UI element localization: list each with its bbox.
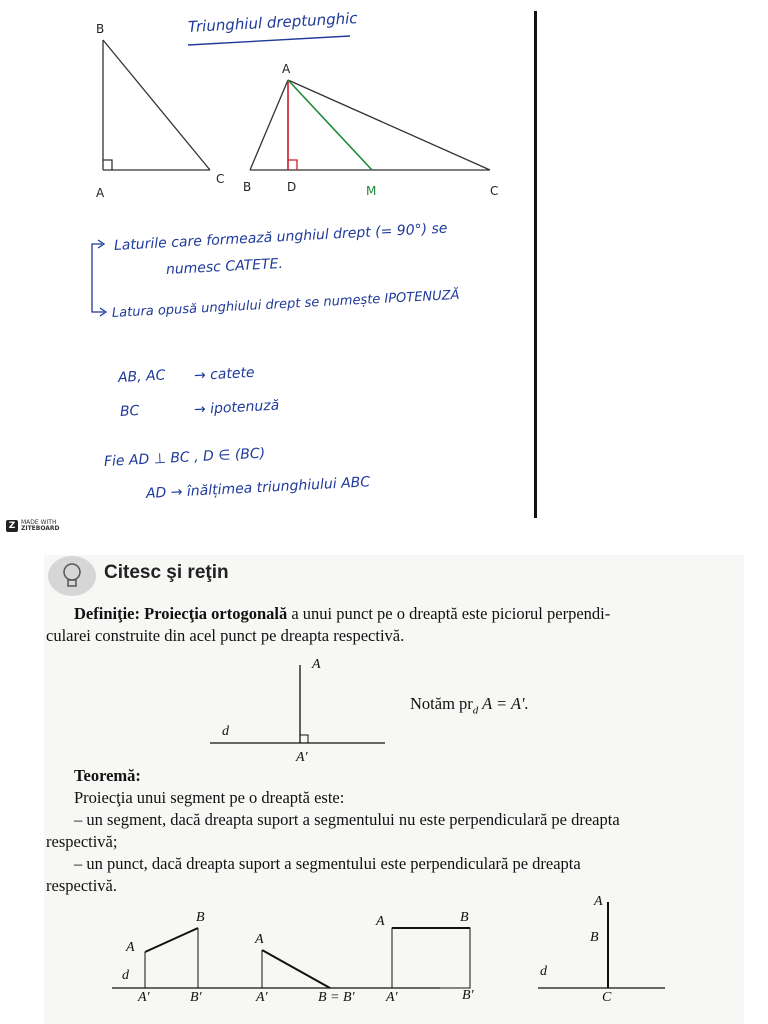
tri2-label-c: C bbox=[490, 184, 499, 198]
note-ipotenuza: Latura opusă unghiului drept se numește IPOTENUZĂ bbox=[111, 287, 460, 321]
f3-label-b: B bbox=[460, 910, 469, 925]
ziteboard-z-icon: Z bbox=[6, 520, 18, 532]
tri2-label-d: D bbox=[287, 180, 297, 194]
f1-label-a-prime: A′ bbox=[138, 990, 150, 1005]
tri1-label-c: C bbox=[216, 172, 225, 186]
fig-label-d: d bbox=[222, 724, 229, 739]
theorem-label: Teoremă: bbox=[74, 766, 141, 785]
tri2-label-m: M bbox=[366, 184, 377, 198]
theorem-intro: Proiecţia unui segment pe o dreaptă este: bbox=[74, 788, 345, 807]
f2-label-b-eq: B = B′ bbox=[318, 990, 355, 1005]
tri2-label-a: A bbox=[282, 62, 291, 76]
f3-label-a: A bbox=[376, 914, 385, 929]
theorem-item1-line1: – un segment, dacă dreapta suport a segmentului nu este perpendiculară pe dreapta bbox=[74, 810, 620, 829]
f3-label-b-prime: B′ bbox=[462, 988, 474, 1003]
notation-line bbox=[410, 692, 529, 722]
f4-label-b: B bbox=[590, 930, 599, 945]
note-catete-line2: numesc CATETE. bbox=[165, 255, 284, 278]
definition-term: Proiecţia ortogonală bbox=[144, 604, 288, 623]
list-label-2: BC bbox=[119, 402, 140, 420]
theorem-item1-line2: respectivă; bbox=[46, 832, 118, 851]
fig-label-a-prime: A′ bbox=[296, 750, 308, 765]
f4-label-a: A bbox=[594, 894, 603, 909]
watermark-line1: MADE WITH bbox=[21, 519, 57, 526]
f1-label-b: B bbox=[196, 910, 205, 925]
theorem-item2-line2: respectivă. bbox=[46, 876, 118, 895]
f1-label-d: d bbox=[122, 968, 129, 983]
definition-line2: cularei construite din acel punct pe dreapta respectivă. bbox=[46, 626, 405, 645]
f2-label-a: A bbox=[255, 932, 264, 947]
notation-rest: A = A′. bbox=[478, 694, 529, 713]
whiteboard-title: Triunghiul dreptunghic bbox=[187, 9, 359, 36]
definition-rest: a unui punct pe o dreaptă este piciorul perpendi- bbox=[287, 604, 611, 623]
watermark-line2: ZITEBOARD bbox=[21, 525, 60, 532]
f3-label-a-prime: A′ bbox=[386, 990, 398, 1005]
tri2-label-b: B bbox=[243, 180, 252, 194]
notation-subscript: d bbox=[472, 704, 479, 717]
tri1-label-a: A bbox=[96, 186, 105, 200]
f2-label-a-prime: A′ bbox=[256, 990, 268, 1005]
f4-label-d: d bbox=[540, 964, 547, 979]
fig-label-a: A bbox=[312, 657, 321, 672]
theorem-item2-line1: – un punct, dacă dreapta suport a segmentului este perpendiculară pe dreapta bbox=[74, 854, 581, 873]
section-title: Citesc şi reţin bbox=[104, 562, 229, 583]
list-label-1: AB, AC bbox=[117, 367, 166, 386]
list-value-2: → ipotenuză bbox=[193, 397, 280, 418]
f1-label-b-prime: B′ bbox=[190, 990, 202, 1005]
f4-label-c: C bbox=[602, 990, 612, 1005]
f1-label-a: A bbox=[126, 940, 135, 955]
fie-line: Fie AD ⊥ BC , D ∈ (BC) bbox=[103, 445, 266, 470]
note-catete-line1: Laturile care formează unghiul drept (= 90°) se bbox=[113, 220, 448, 254]
height-line: AD → înălțimea triunghiului ABC bbox=[145, 474, 371, 502]
definition-label: Definiţie: bbox=[74, 604, 140, 623]
notation-text: Notăm pr bbox=[410, 694, 473, 713]
list-value-1: → catete bbox=[193, 364, 256, 384]
tri1-label-b: B bbox=[96, 22, 105, 36]
